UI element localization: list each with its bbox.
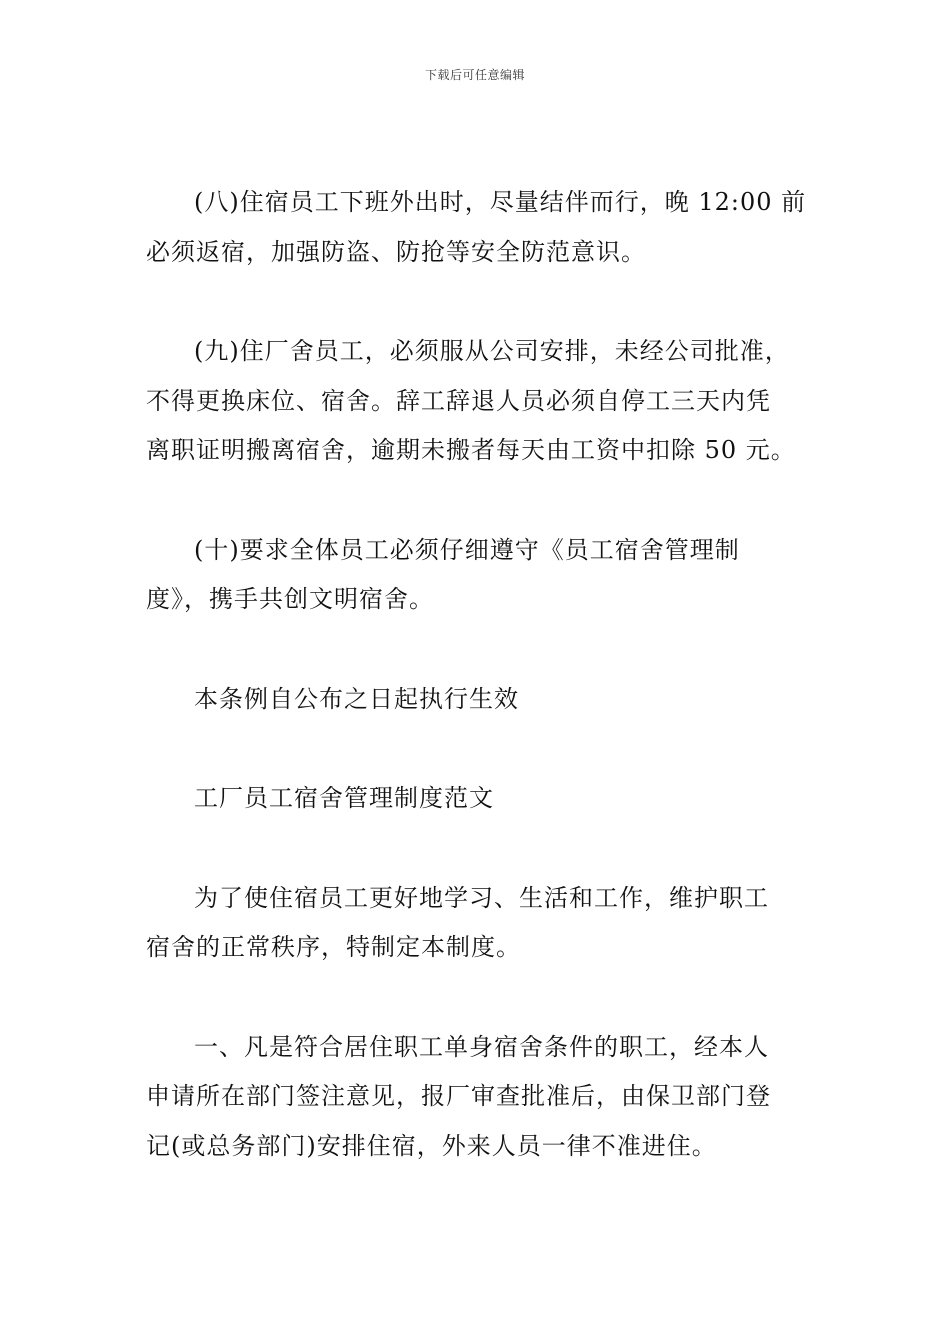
paragraph-line: 申请所在部门签注意见，报厂审查批准后，由保卫部门登 — [146, 1082, 771, 1110]
rule-1-paragraph — [146, 1023, 810, 1172]
paragraph-8 — [146, 178, 810, 277]
paragraph-line: 必须返宿，加强防盗、防抢等安全防范意识。 — [146, 237, 646, 266]
paragraph-line: 本条例自公布之日起执行生效 — [194, 684, 519, 713]
page-header: 下载后可任意编辑 — [424, 68, 525, 82]
paragraph-line: (八)住宿员工下班外出时，尽量结伴而行，晚 12:00 前 — [194, 188, 807, 216]
paragraph-line: 度》，携手共创文明宿舍。 — [146, 585, 434, 613]
paragraph-line: 一、凡是符合居住职工单身宿舍条件的职工，经本人 — [194, 1032, 769, 1061]
paragraph-line: 离职证明搬离宿舍，逾期未搬者每天由工资中扣除 50 元。 — [146, 436, 796, 464]
paragraph-line: 工厂员工宿舍管理制度范文 — [194, 784, 494, 812]
paragraph-line: 记(或总务部门)安排住宿，外来人员一律不准进住。 — [146, 1131, 717, 1160]
paragraph-line: (九)住厂舍员工，必须服从公司安排，未经公司批准， — [194, 337, 790, 365]
paragraph-line: 宿舍的正常秩序，特制定本制度。 — [146, 933, 521, 961]
section-title — [146, 774, 810, 824]
paragraph-line: (十)要求全体员工必须仔细遵守《员工宿舍管理制 — [194, 535, 740, 564]
paragraph-9 — [146, 327, 810, 476]
paragraph-line: 为了使住宿员工更好地学习、生活和工作，维护职工 — [194, 883, 769, 912]
paragraph-10 — [146, 526, 810, 625]
intro-paragraph — [146, 874, 810, 973]
effective-statement — [146, 675, 810, 725]
paragraph-line: 不得更换床位、宿舍。辞工辞退人员必须自停工三天内凭 — [146, 386, 771, 415]
document-body — [146, 178, 810, 1221]
